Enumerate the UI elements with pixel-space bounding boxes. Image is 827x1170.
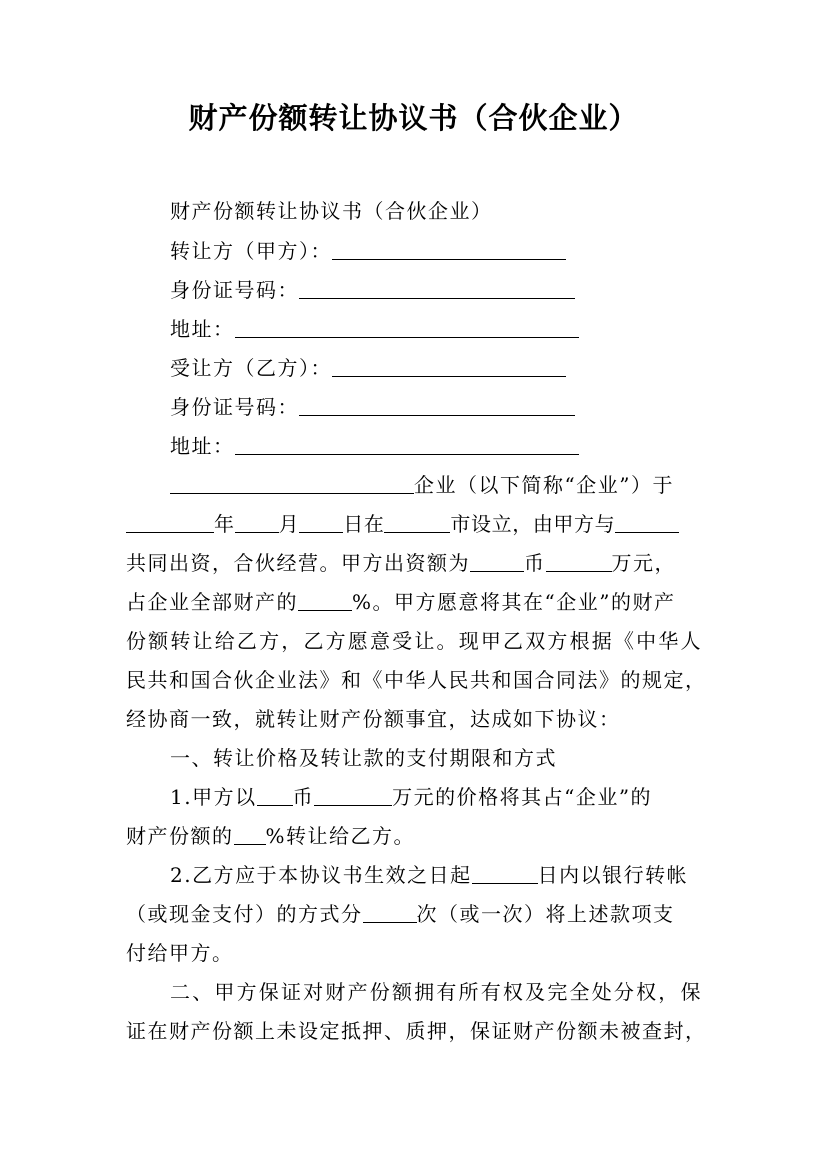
currency-blank[interactable] bbox=[470, 551, 524, 572]
transfer-percent-blank[interactable] bbox=[234, 824, 266, 845]
transferor-line bbox=[170, 238, 566, 264]
share-text: 占企业全部财产的 bbox=[126, 590, 298, 614]
transferee-label: 受让方（乙方）： bbox=[170, 356, 332, 380]
transferor-id-label: 身份证号码： bbox=[170, 278, 299, 302]
amount-blank[interactable] bbox=[546, 551, 612, 572]
clause-2-line bbox=[170, 862, 688, 888]
clause-2-line-3: 付给甲方。 bbox=[126, 941, 234, 965]
transferor-blank[interactable] bbox=[332, 239, 566, 260]
share-percent-blank[interactable] bbox=[298, 590, 352, 611]
transferee-line bbox=[170, 355, 566, 381]
transferor-label: 转让方（甲方）： bbox=[170, 239, 332, 263]
clause-1-line-2 bbox=[126, 823, 702, 849]
price-amount-blank[interactable] bbox=[314, 785, 392, 806]
year-text: 年 bbox=[214, 512, 235, 536]
clause-1-text-2: 财产份额的 bbox=[126, 824, 234, 848]
para-line-14: 经协商一致，就转让财产份额事宜，达成如下协议： bbox=[126, 707, 621, 731]
day-text: 日在 bbox=[343, 512, 385, 536]
transferee-id-blank[interactable] bbox=[299, 395, 575, 416]
capital-text: 共同出资，合伙经营。甲方出资额为 bbox=[126, 551, 470, 575]
transferor-address-blank[interactable] bbox=[235, 317, 579, 338]
clause-1-text-3: %转让给乙方。 bbox=[265, 824, 416, 848]
month-blank[interactable] bbox=[235, 512, 279, 533]
date-line bbox=[126, 511, 702, 537]
share-text-2: %。甲方愿意将其在“企业”的财产 bbox=[352, 590, 676, 614]
para-line-13: 民共和国合伙企业法》和《中华人民共和国合同法》的规定， bbox=[126, 668, 707, 692]
installments-blank[interactable] bbox=[363, 902, 417, 923]
amount-unit-text: 万元， bbox=[611, 551, 676, 575]
document-title: 财产份额转让协议书（合伙企业） bbox=[188, 101, 639, 135]
month-text: 月 bbox=[278, 512, 300, 536]
partner-blank[interactable] bbox=[615, 512, 679, 533]
city-blank[interactable] bbox=[384, 512, 450, 533]
transferor-address-line bbox=[170, 316, 579, 342]
clause-1-line bbox=[170, 784, 652, 810]
transferor-address-label: 地址： bbox=[170, 317, 235, 341]
price-currency-text: 币 bbox=[292, 785, 315, 809]
transferee-address-line bbox=[170, 433, 579, 459]
enterprise-text: 企业（以下简称“企业”）于 bbox=[414, 473, 674, 497]
para-line-12: 份额转让给乙方，乙方愿意受让。现甲乙双方根据《中华人 bbox=[126, 629, 702, 653]
enterprise-name-blank[interactable] bbox=[170, 473, 414, 494]
subtitle-text: 财产份额转让协议书（合伙企业） bbox=[170, 199, 493, 223]
transferee-blank[interactable] bbox=[332, 356, 566, 377]
days-blank[interactable] bbox=[472, 863, 538, 884]
clause-2-text-3: （或现金支付）的方式分 bbox=[126, 902, 363, 926]
price-currency-blank[interactable] bbox=[257, 785, 293, 806]
clause-2-line-2 bbox=[126, 901, 702, 927]
transferee-id-label: 身份证号码： bbox=[170, 395, 299, 419]
city-text: 市设立，由甲方与 bbox=[450, 512, 616, 536]
section-2-text: 二、甲方保证对财产份额拥有所有权及完全处分权，保 bbox=[170, 980, 702, 1004]
clause-2-text-4: 次（或一次）将上述款项支 bbox=[416, 902, 675, 926]
enterprise-line bbox=[170, 472, 674, 498]
transferor-id-blank[interactable] bbox=[299, 278, 575, 299]
price-text: 万元的价格将其占“企业”的 bbox=[392, 785, 653, 809]
clause-2-text: 2.乙方应于本协议书生效之日起 bbox=[170, 863, 472, 887]
subtitle-line bbox=[170, 198, 493, 224]
clause-2-text-2: 日内以银行转帐 bbox=[537, 863, 689, 887]
transferor-id-line bbox=[170, 277, 575, 303]
capital-line bbox=[126, 550, 702, 576]
share-line bbox=[126, 589, 702, 615]
section-2-line bbox=[170, 979, 702, 1005]
section-1-heading: 一、转让价格及转让款的支付期限和方式 bbox=[170, 746, 557, 770]
section-2-line-2: 证在财产份额上未设定抵押、质押，保证财产份额未被查封， bbox=[126, 1019, 707, 1043]
currency-text: 币 bbox=[524, 551, 546, 575]
transferee-address-label: 地址： bbox=[170, 434, 235, 458]
clause-1-text: 1.甲方以 bbox=[170, 785, 257, 809]
day-blank[interactable] bbox=[299, 512, 343, 533]
transferee-id-line bbox=[170, 394, 575, 420]
year-blank[interactable] bbox=[126, 512, 214, 533]
transferee-address-blank[interactable] bbox=[235, 434, 579, 455]
